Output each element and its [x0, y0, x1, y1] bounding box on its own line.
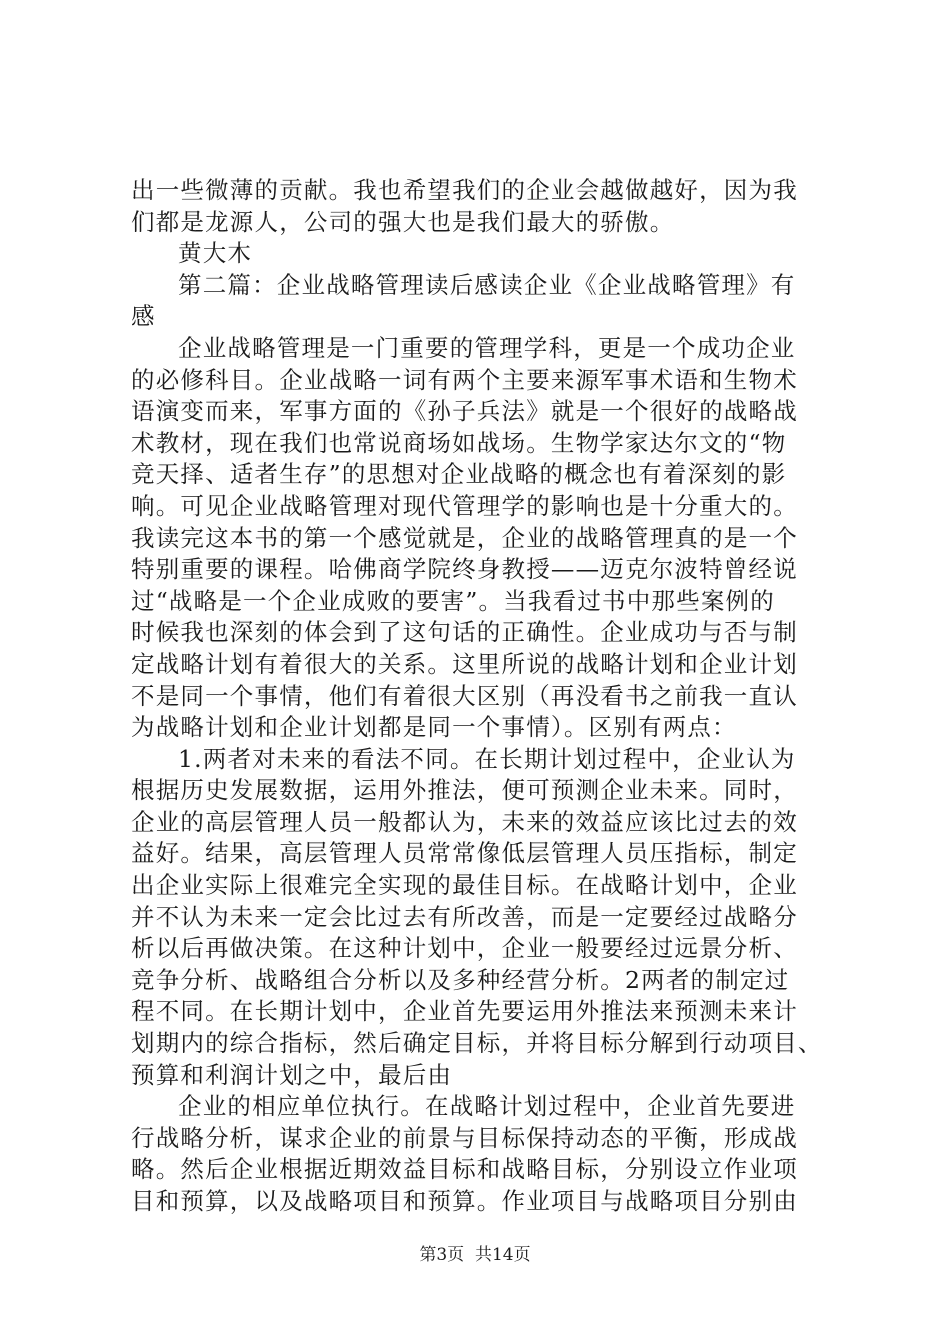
text-line: 们都是龙源人，公司的强大也是我们最大的骄傲。 — [131, 207, 675, 236]
text-line: 特别重要的课程。哈佛商学院终身教授——迈克尔波特曾经说 — [131, 555, 798, 584]
text-line: 企业战略管理是一门重要的管理学科，更是一个成功企业 — [178, 333, 796, 362]
text-line: 竞争分析、战略组合分析以及多种经营分析。2两者的制定过 — [131, 965, 790, 994]
text-line: 略。然后企业根据近期效益目标和战略目标，分别设立作业项 — [131, 1155, 798, 1184]
text-line: 响。可见企业战略管理对现代管理学的影响也是十分重大的。 — [131, 491, 798, 520]
text-line: 程不同。在长期计划中，企业首先要运用外推法来预测未来计 — [131, 997, 798, 1026]
text-line: 1.两者对未来的看法不同。在长期计划过程中，企业认为 — [178, 744, 796, 773]
text-line: 术教材，现在我们也常说商场如战场。生物学家达尔文的“物 — [131, 428, 787, 457]
text-line: 企业的相应单位执行。在战略计划过程中，企业首先要进 — [178, 1092, 796, 1121]
author-name: 黄大木 — [178, 239, 253, 268]
page-footer — [0, 1244, 950, 1266]
text-line: 语演变而来，军事方面的《孙子兵法》就是一个很好的战略战 — [131, 397, 798, 426]
text-line: 竞天择、适者生存”的思想对企业战略的概念也有着深刻的影 — [131, 460, 787, 489]
text-line: 并不认为未来一定会比过去有所改善，而是一定要经过战略分 — [131, 902, 798, 931]
text-line: 出一些微薄的贡献。我也希望我们的企业会越做越好，因为我 — [131, 176, 798, 204]
text-line: 我读完这本书的第一个感觉就是，企业的战略管理真的是一个 — [131, 523, 798, 552]
text-line: 根据历史发展数据，运用外推法，便可预测企业未来。同时， — [131, 776, 798, 805]
text-line: 目和预算，以及战略项目和预算。作业项目与战略项目分别由 — [131, 1187, 798, 1215]
text-line: 定战略计划有着很大的关系。这里所说的战略计划和企业计划 — [131, 649, 798, 678]
text-line: 的必修科目。企业战略一词有两个主要来源军事术语和生物术 — [131, 365, 798, 394]
document-body — [131, 175, 831, 1218]
text-line: 划期内的综合指标，然后确定目标，并将目标分解到行动项目、 — [131, 1029, 823, 1058]
text-line: 预算和利润计划之中，最后由 — [131, 1060, 453, 1089]
section-heading: 第二篇：企业战略管理读后感读企业《企业战略管理》有 — [178, 270, 796, 299]
text-line: 为战略计划和企业计划都是同一个事情）。区别有两点： — [131, 713, 737, 742]
text-line: 不是同一个事情，他们有着很大区别（再没看书之前我一直认 — [131, 681, 798, 710]
page-number: 第3页 共14页 — [419, 1245, 531, 1265]
text-line: 益好。结果，高层管理人员常常像低层管理人员压指标，制定 — [131, 839, 798, 868]
text-line: 出企业实际上很难完全实现的最佳目标。在战略计划中，企业 — [131, 871, 798, 900]
text-line: 企业的高层管理人员一般都认为，未来的效益应该比过去的效 — [131, 807, 798, 836]
text-line: 行战略分析，谋求企业的前景与目标保持动态的平衡，形成战 — [131, 1123, 798, 1152]
section-heading-continued: 感 — [131, 302, 156, 331]
text-line: 析以后再做决策。在这种计划中，企业一般要经过远景分析、 — [131, 934, 798, 963]
text-line: 时候我也深刻的体会到了这句话的正确性。企业成功与否与制 — [131, 618, 798, 647]
text-line: 过“战略是一个企业成败的要害”。当我看过书中那些案例的 — [131, 586, 775, 615]
